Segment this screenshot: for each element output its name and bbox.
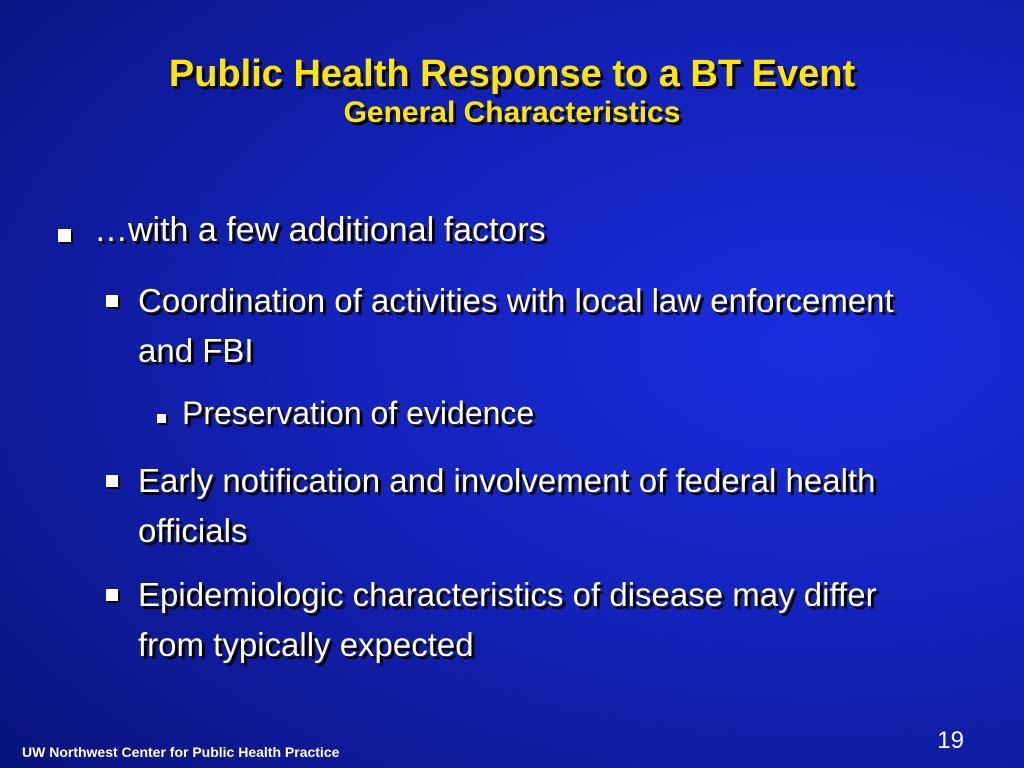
bullet-text: …with a few additional factors bbox=[94, 211, 546, 249]
square-bullet-icon bbox=[106, 589, 118, 601]
bullet-item-additional-factors bbox=[58, 208, 546, 252]
square-bullet-icon bbox=[157, 414, 166, 423]
footer-organization: UW Northwest Center for Public Health Practice bbox=[22, 744, 340, 760]
bullet-item-epidemiologic bbox=[106, 570, 926, 670]
bullet-text: Epidemiologic characteristics of disease may differ from typically expected bbox=[138, 576, 877, 663]
slide-title: Public Health Response to a BT Event bbox=[168, 53, 856, 95]
page-number: 19 bbox=[937, 727, 964, 754]
square-bullet-icon bbox=[106, 475, 118, 487]
bullet-text: Early notification and involvement of federal health officials bbox=[138, 462, 876, 549]
square-bullet-icon bbox=[106, 295, 118, 307]
bullet-text: Preservation of evidence bbox=[182, 395, 535, 431]
bullet-item-early-notification bbox=[106, 456, 926, 556]
slide-subtitle: General Characteristics bbox=[343, 96, 681, 129]
bullet-item-coordination bbox=[106, 276, 926, 376]
bullet-item-preservation bbox=[157, 390, 534, 436]
square-bullet-icon bbox=[58, 229, 71, 242]
bullet-text: Coordination of activities with local law enforcement and FBI bbox=[138, 282, 894, 369]
